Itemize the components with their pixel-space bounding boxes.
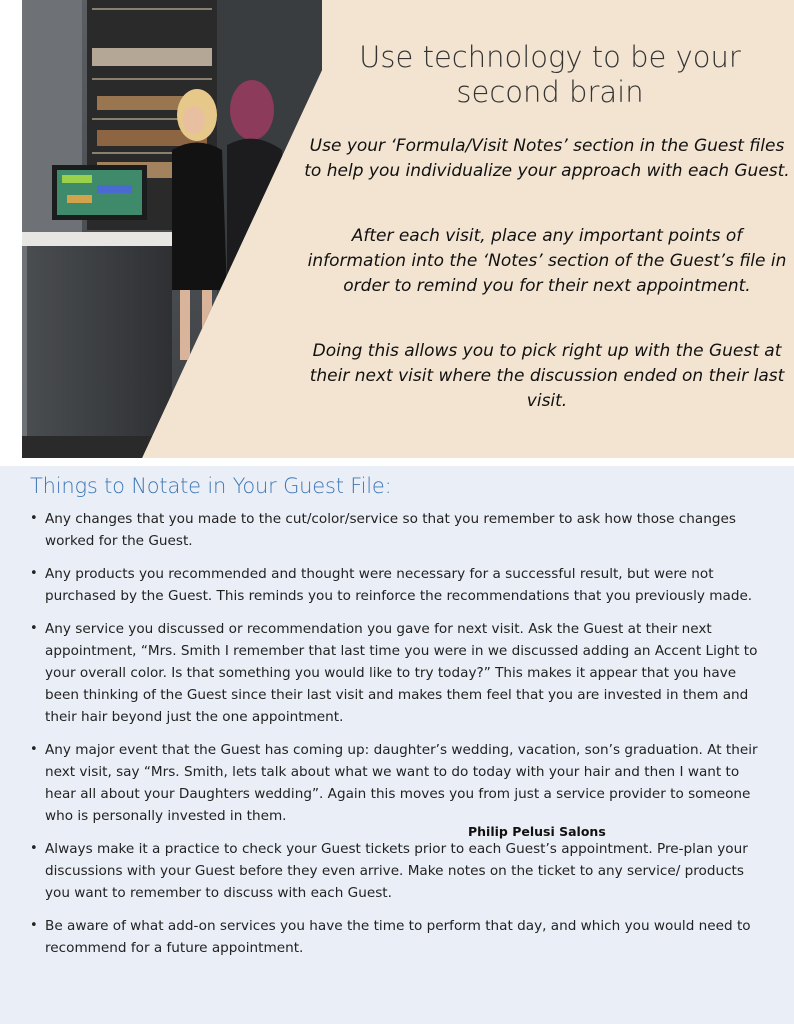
page-title: Use technology to be your second brain: [359, 40, 741, 109]
list-item-text: Always make it a practice to check your Guest tickets prior to each Guest’s appointment. Pre-plan your discussions with your Guest before they even arrive. Make notes on the ticket to any service/ products you want to remember to discuss with each Guest.: [45, 841, 748, 901]
intro-text-panel: [300, 0, 794, 458]
list-item-text: Any changes that you made to the cut/color/service so that you remember to ask how those changes worked for the Guest.: [45, 511, 736, 549]
list-item: [30, 618, 760, 728]
bullet-icon: •: [30, 918, 38, 933]
list-item: [30, 739, 760, 827]
list-item-text: Be aware of what add-on services you have the time to perform that day, and which you would need to recommend for a future appointment.: [45, 918, 751, 956]
list-item-text: Any products you recommended and thought were necessary for a successful result, but were not purchased by the Guest. This reminds you to reinforce the recommendations that you previously made.: [45, 566, 753, 604]
list-item-text: Any major event that the Guest has coming up: daughter’s wedding, vacation, son’s graduation. At their next visit, say “Mrs. Smith, lets talk about what we want to do today with your hair and then I want to hear all about your Daughters wedding”. Again this moves you from just a service provider to someone who is personally invested in them.: [45, 742, 758, 824]
top-banner: [0, 0, 794, 458]
list-item: [30, 838, 760, 904]
notes-section: [0, 466, 794, 1024]
bullet-icon: •: [30, 841, 38, 856]
section-title: Things to Notate in Your Guest File:: [30, 474, 392, 498]
bullet-icon: •: [30, 742, 38, 757]
intro-paragraph-2: After each visit, place any important points of information into the ‘Notes’ section of the Guest’s file in order to remind you for their next appointment.: [307, 226, 787, 296]
notes-list: [30, 508, 760, 970]
intro-paragraph-3: Doing this allows you to pick right up with the Guest at their next visit where the discussion ended on their last visit.: [309, 341, 785, 411]
footer-signature: Philip Pelusi Salons: [468, 824, 606, 839]
bullet-icon: •: [30, 621, 38, 636]
list-item: [30, 915, 760, 959]
intro-paragraph-1: Use your ‘Formula/Visit Notes’ section in the Guest files to help you individualize your approach with each Guest.: [304, 136, 790, 181]
left-margin-strip: [0, 0, 22, 458]
list-item-text: Any service you discussed or recommendation you gave for next visit. Ask the Guest at their next appointment, “Mrs. Smith I remember that last time you were in we discussed adding an Accent Light to your overall color. Is that something you would like to try today?” This makes it appear that you have been thinking of the Guest since their last visit and makes them feel that you are invested in them and their hair beyond just the one appointment.: [45, 621, 758, 725]
list-item: [30, 508, 760, 552]
salon-reception-photo: [22, 0, 322, 458]
section-divider: [0, 458, 794, 466]
list-item: [30, 563, 760, 607]
bullet-icon: •: [30, 511, 38, 526]
bullet-icon: •: [30, 566, 38, 581]
